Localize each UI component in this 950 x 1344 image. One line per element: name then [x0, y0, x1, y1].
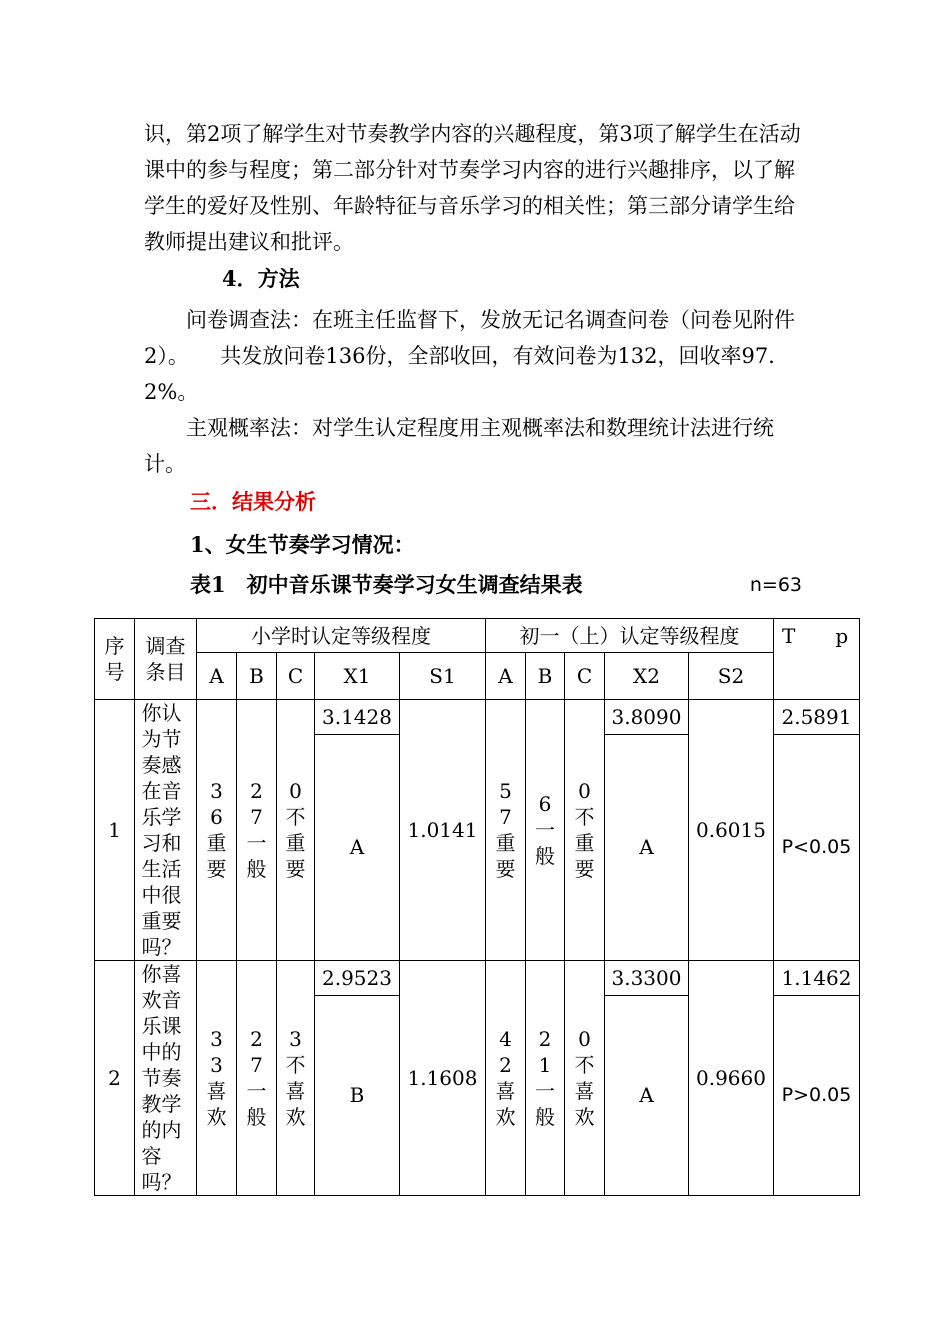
row-c1: 0不重要: [277, 700, 315, 961]
row-item: 你认为节奏感在音乐学习和生活中很重要吗？: [135, 700, 197, 961]
row-b2: 6一般: [526, 700, 565, 961]
row-s1: 1.0141: [400, 700, 486, 961]
table-title: 表1 初中音乐课节奏学习女生调查结果表: [190, 572, 583, 597]
row-x1-grade: B: [315, 995, 400, 1195]
row-x1: 3.1428: [315, 700, 400, 735]
row-x2-grade: A: [605, 995, 689, 1195]
paragraph-survey-method: 问卷调查法：在班主任监督下，发放无记名调查问卷（问卷见附件2）。 共发放问卷136份，全部收回，有效问卷为132，回收率97．2%。: [144, 308, 795, 404]
row-b2: 21一般: [526, 961, 565, 1196]
header-s2: S2: [689, 653, 774, 700]
sample-size: n=63: [749, 574, 802, 596]
heading-female-rhythm: 1、女生节奏学习情况：: [190, 532, 415, 557]
heading-results-analysis: 三．结果分析: [190, 489, 316, 514]
row-c2: 0不重要: [565, 700, 605, 961]
header-x2: X2: [605, 653, 689, 700]
header-c1: C: [277, 653, 315, 700]
header-b2: B: [526, 653, 565, 700]
table-subheader-row: [95, 653, 860, 700]
header-item: 调查条目: [135, 619, 197, 700]
row-a1: 33喜欢: [197, 961, 237, 1196]
row-s2: 0.6015: [689, 700, 774, 961]
row-a1: 36重要: [197, 700, 237, 961]
header-a1: A: [197, 653, 237, 700]
header-grade7-level: 初一（上）认定等级程度: [486, 619, 774, 653]
row-item: 你喜欢音乐课中的节奏教学的内容吗？: [135, 961, 197, 1196]
table-row: [95, 961, 860, 996]
header-primary-school-level: 小学时认定等级程度: [197, 619, 486, 653]
row-seq: 2: [95, 961, 135, 1196]
row-s2: 0.9660: [689, 961, 774, 1196]
row-x2: 3.3300: [605, 961, 689, 996]
row-x1-grade: A: [315, 734, 400, 960]
header-b1: B: [237, 653, 277, 700]
row-c2: 0不喜欢: [565, 961, 605, 1196]
row-x2: 3.8090: [605, 700, 689, 735]
table-header-row: [95, 619, 860, 653]
paragraph-questionnaire-parts: 识，第2项了解学生对节奏教学内容的兴趣程度，第3项了解学生在活动课中的参与程度；第二部分针对节奏学习内容的进行兴趣排序，以了解学生的爱好及性别、年龄特征与音乐学习的相关性；第三部分请学生给教师提出建议和批评。: [144, 122, 801, 254]
header-s1: S1: [400, 653, 486, 700]
row-x2-grade: A: [605, 734, 689, 960]
row-a2: 57重要: [486, 700, 526, 961]
row-s1: 1.1608: [400, 961, 486, 1196]
survey-results-table: [94, 618, 860, 1196]
row-p: P>0.05: [774, 995, 860, 1195]
row-a2: 42喜欢: [486, 961, 526, 1196]
header-x1: X1: [315, 653, 400, 700]
header-t-p: T p: [774, 619, 860, 700]
row-seq: 1: [95, 700, 135, 961]
header-c2: C: [565, 653, 605, 700]
row-c1: 3不喜欢: [277, 961, 315, 1196]
row-b1: 27一般: [237, 961, 277, 1196]
row-t: 1.1462: [774, 961, 860, 996]
table-caption: [190, 570, 802, 600]
row-t: 2.5891: [774, 700, 860, 735]
heading-method: 4．方法: [222, 266, 300, 291]
row-x1: 2.9523: [315, 961, 400, 996]
row-b1: 27一般: [237, 700, 277, 961]
row-p: P<0.05: [774, 734, 860, 960]
header-seq: 序号: [95, 619, 135, 700]
paragraph-probability-method: 主观概率法：对学生认定程度用主观概率法和数理统计法进行统计。: [144, 416, 774, 476]
table-row: [95, 700, 860, 735]
header-a2: A: [486, 653, 526, 700]
